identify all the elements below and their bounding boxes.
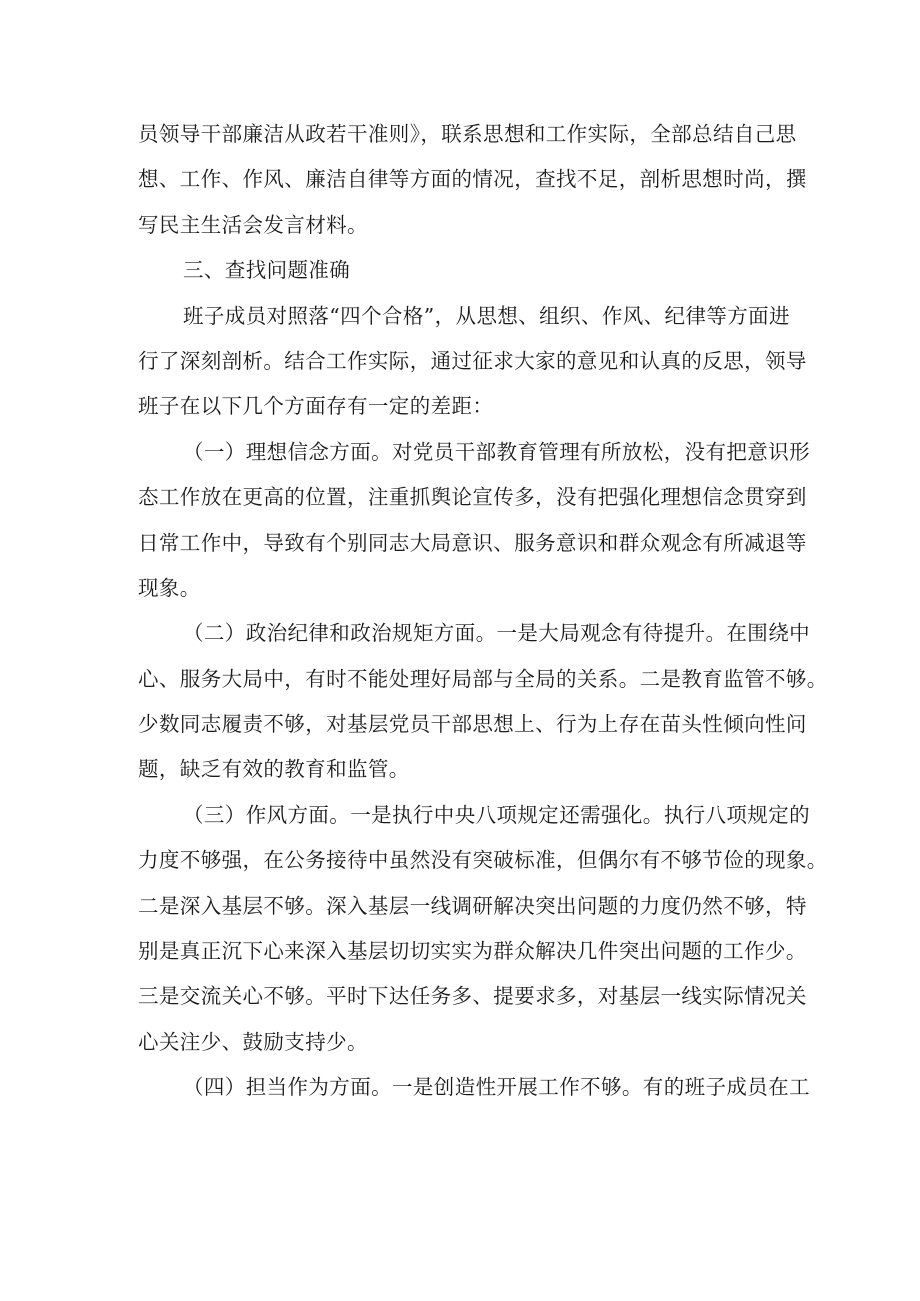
text-line: 二是深入基层不够。深入基层一线调研解决突出问题的力度仍然不够，特: [138, 893, 807, 918]
text-line: 心关注少、鼓励支持少。: [138, 1029, 368, 1054]
text-line: 题，缺乏有效的教育和监管。: [138, 757, 410, 782]
text-line: （四）担当作为方面。一是创造性开展工作不够。有的班子成员在工: [183, 1075, 810, 1100]
text-line: 日常工作中，导致有个别同志大局意识、服务意识和群众观念有所减退等: [138, 530, 807, 555]
text-line: （二）政治纪律和政治规矩方面。一是大局观念有待提升。在围绕中: [183, 621, 810, 646]
text-line: 班子成员对照落“四个合格”，从思想、组织、作风、纪律等方面进: [183, 303, 790, 328]
document-body: [138, 112, 828, 1111]
text-line: 力度不够强，在公务接待中虽然没有突破标准，但偶尔有不够节俭的现象。: [138, 848, 828, 873]
text-line: 心、服务大局中，有时不能处理好局部与全局的关系。二是教育监管不够。: [138, 666, 828, 691]
text-line: 班子在以下几个方面存有一定的差距：: [138, 394, 494, 419]
text-line: 少数同志履责不够，对基层党员干部思想上、行为上存在苗头性倾向性问: [138, 712, 807, 737]
paragraph-section-intro: [138, 294, 807, 430]
paragraph-item-4: [138, 1065, 810, 1110]
text-line: 三是交流关心不够。平时下达任务多、提要求多，对基层一线实际情况关: [138, 984, 807, 1009]
text-line: （一）理想信念方面。对党员干部教育管理有所放松，没有把意识形: [183, 439, 810, 464]
text-line: 别是真正沉下心来深入基层切切实实为群众解决几件突出问题的工作少。: [138, 939, 807, 964]
text-line: 写民主生活会发言材料。: [138, 212, 368, 237]
section-heading: [138, 248, 788, 293]
text-line: 想、工作、作风、廉洁自律等方面的情况，查找不足，剖析思想时尚，撰: [138, 167, 807, 192]
text-line: 行了深刻剖析。结合工作实际，通过征求大家的意见和认真的反思，领导: [138, 348, 807, 373]
text-line: 员领导干部廉洁从政若干准则》，联系思想和工作实际，全部总结自己思: [138, 122, 797, 146]
paragraph-item-2: [138, 611, 828, 793]
text-line: 现象。: [138, 575, 201, 600]
paragraph-item-3: [138, 793, 828, 1065]
text-line: （三）作风方面。一是执行中央八项规定还需强化。执行八项规定的: [183, 802, 810, 827]
heading-line: 三、查找问题准确: [183, 258, 351, 283]
paragraph-intro-continuation: [138, 112, 807, 248]
text-line: 态工作放在更高的位置，注重抓舆论宣传多，没有把强化理想信念贯穿到: [138, 485, 807, 510]
paragraph-item-1: [138, 430, 810, 612]
